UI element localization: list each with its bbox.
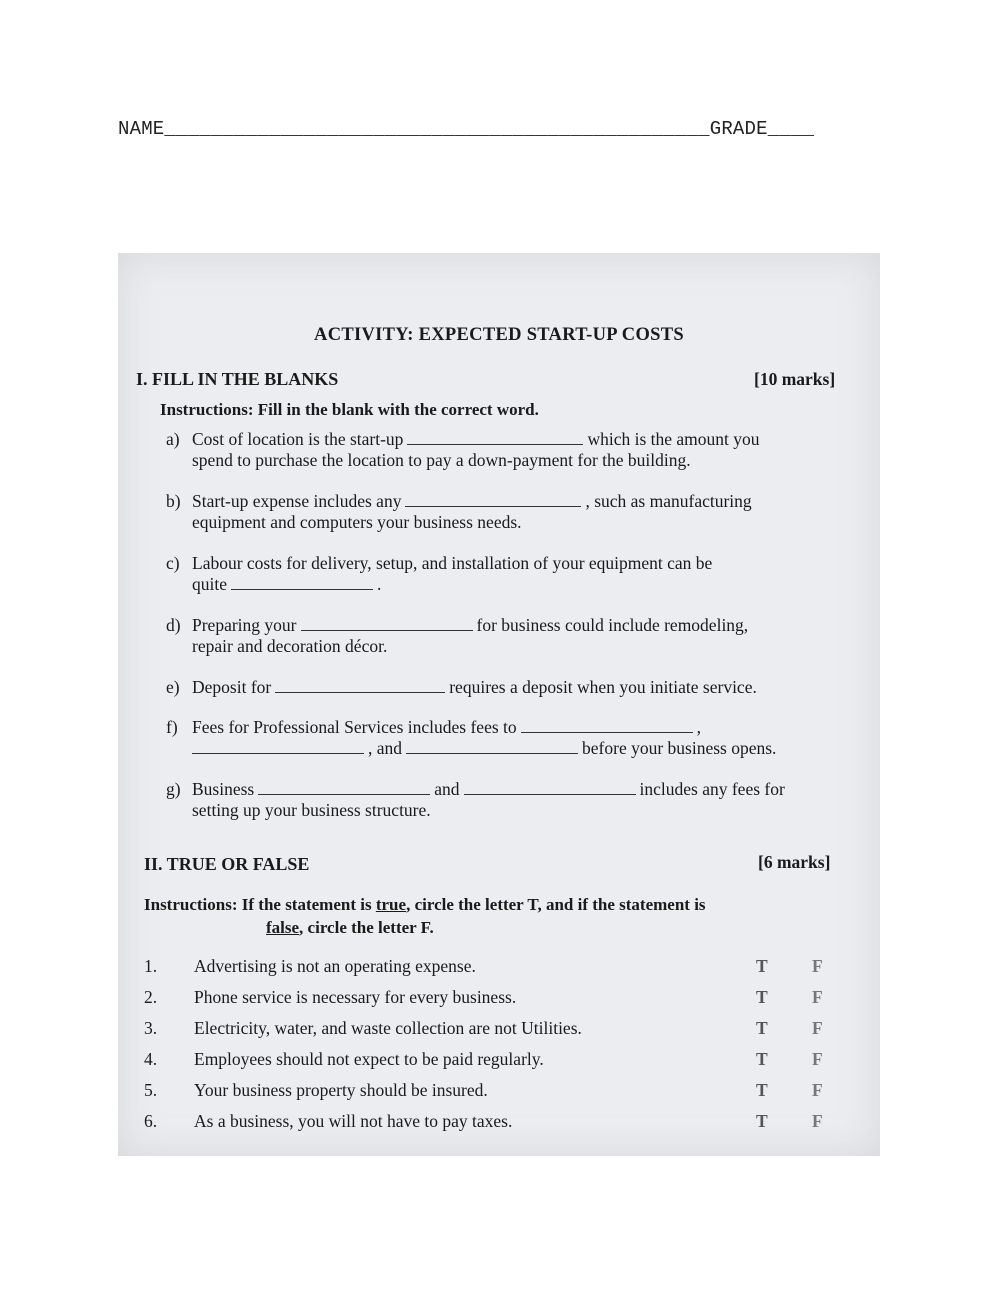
question-number: 5. [144,1080,158,1100]
tf-question-5 [144,1080,834,1104]
student-header [118,118,858,140]
question-text: As a business, you will not have to pay taxes. [194,1111,513,1131]
false-option[interactable]: F [812,1018,823,1038]
fill-item-b: b) Start-up expense includes any , such as manufacturing equipment and computers your business needs. [166,491,752,532]
question-number: 2. [144,987,158,1007]
question-number: 6. [144,1111,158,1131]
true-option[interactable]: T [756,987,768,1007]
blank-field[interactable] [464,780,636,795]
item-label: c) [166,553,180,573]
fill-item-d: d) Preparing your for business could include remodeling, repair and decoration décor. [166,615,749,656]
false-option[interactable]: F [812,1111,823,1131]
blank-field[interactable] [521,718,693,733]
blank-field[interactable] [406,739,578,754]
question-text: Employees should not expect to be paid regularly. [194,1049,544,1069]
question-text: Advertising is not an operating expense. [194,956,476,976]
blank-field[interactable] [405,492,581,507]
name-field[interactable]: _______________________________________________ [164,118,710,140]
blank-field[interactable] [407,430,583,445]
item-label: e) [166,677,180,697]
blank-field[interactable] [231,575,373,590]
fill-item-e: e) Deposit for requires a deposit when you initiate service. [166,677,757,697]
tf-question-3 [144,1018,834,1042]
scanned-worksheet [118,253,880,1156]
fill-item-a: a) Cost of location is the start-up which is the amount you spend to purchase the location to pay a down-payment for the building. [166,429,760,470]
section-fill-in-instructions: Instructions: Fill in the blank with the correct word. [160,400,539,419]
blank-field[interactable] [301,616,473,631]
true-option[interactable]: T [756,1049,768,1069]
item-label: b) [166,491,181,511]
section-true-false-marks: [6 marks] [758,852,831,872]
tf-question-6 [144,1111,834,1135]
tf-question-2 [144,987,834,1011]
true-option[interactable]: T [756,1111,768,1131]
question-text: Electricity, water, and waste collection are not Utilities. [194,1018,582,1038]
name-label: NAME [118,118,165,140]
blank-field[interactable] [275,678,445,693]
false-option[interactable]: F [812,956,823,976]
fill-item-g: g) Business and includes any fees for setting up your business structure. [166,779,785,820]
section-fill-in-marks: [10 marks] [754,369,836,389]
fill-item-c: c) Labour costs for delivery, setup, and installation of your equipment can be quite . [166,553,713,594]
item-label: g) [166,779,181,799]
grade-label: GRADE [709,118,768,140]
item-label: f) [166,717,178,737]
grade-field[interactable]: ____ [767,118,815,140]
question-number: 4. [144,1049,158,1069]
tf-question-4 [144,1049,834,1073]
item-label: d) [166,615,181,635]
fill-item-f: f) Fees for Professional Services includes fees to , , and before your business opens. [166,717,777,758]
item-label: a) [166,429,180,449]
blank-field[interactable] [258,780,430,795]
true-option[interactable]: T [756,1080,768,1100]
tf-question-1 [144,956,834,980]
false-option[interactable]: F [812,1080,823,1100]
true-option[interactable]: T [756,1018,768,1038]
question-number: 1. [144,956,158,976]
section-true-false-heading: II. TRUE OR FALSE [144,854,310,874]
false-option[interactable]: F [812,987,823,1007]
section-fill-in-heading: I. FILL IN THE BLANKS [136,369,339,389]
question-number: 3. [144,1018,158,1038]
question-text: Phone service is necessary for every business. [194,987,517,1007]
blank-field[interactable] [192,739,364,754]
false-option[interactable]: F [812,1049,823,1069]
section-true-false-instructions: Instructions: If the statement is true, circle the letter T, and if the statement is false, circle the letter F. [144,895,706,937]
question-text: Your business property should be insured. [194,1080,488,1100]
worksheet-title: ACTIVITY: EXPECTED START-UP COSTS [314,325,684,345]
true-option[interactable]: T [756,956,768,976]
